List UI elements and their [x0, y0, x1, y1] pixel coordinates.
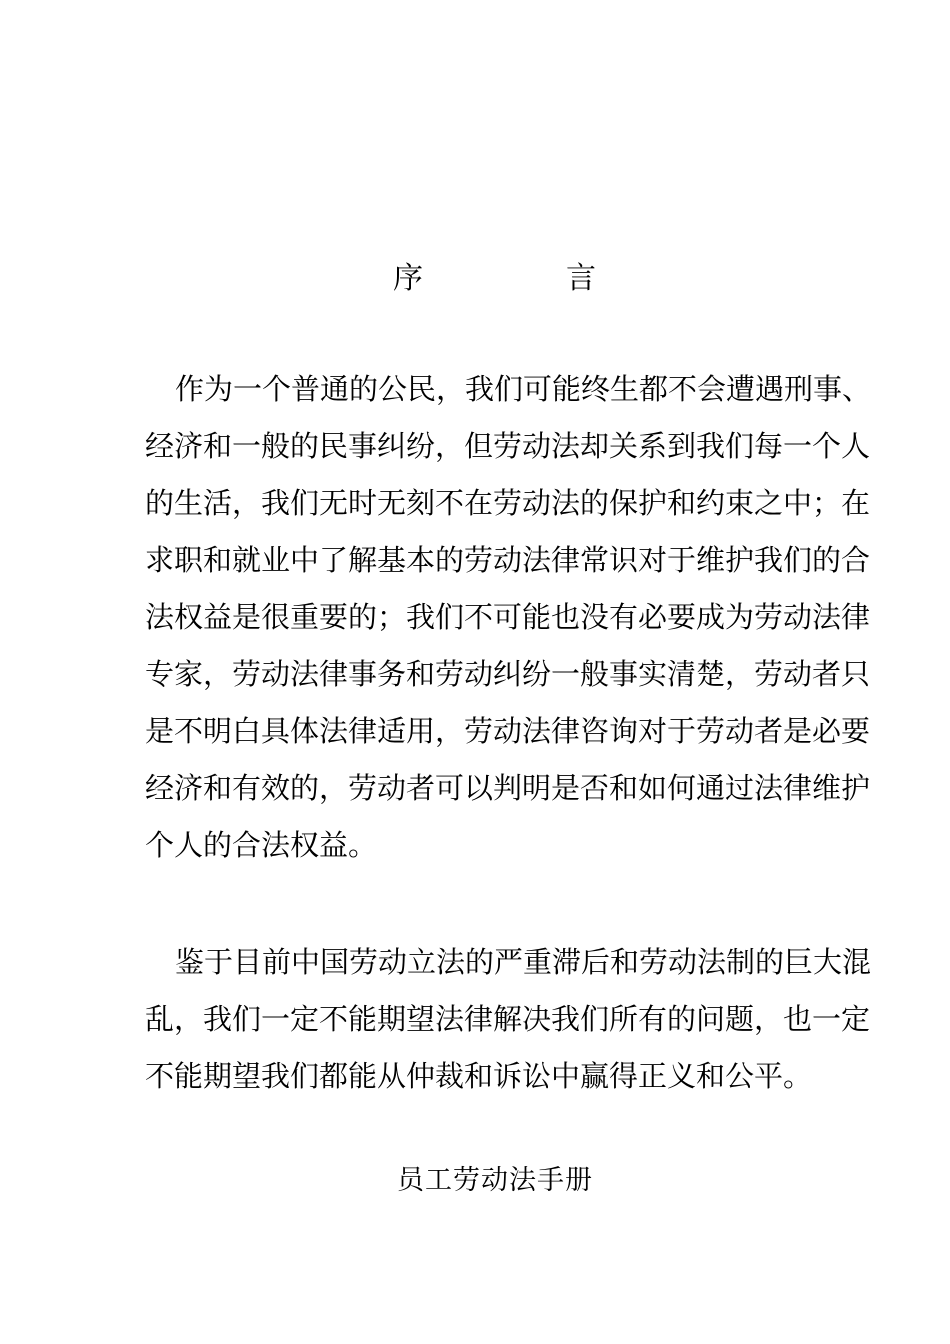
- paragraph-1: [145, 362, 872, 875]
- document-title: [145, 262, 845, 296]
- text-line: 作为一个普通的公民，我们可能终生都不会遭遇刑事、: [175, 374, 872, 406]
- text-line: 专家，劳动法律事务和劳动纠纷一般事实清楚，劳动者只: [145, 659, 871, 691]
- text-line: 不能期望我们都能从仲裁和诉讼中赢得正义和公平。: [145, 1061, 813, 1093]
- title-char-right: 言: [566, 262, 597, 295]
- text-line: 鉴于目前中国劳动立法的严重滞后和劳动法制的巨大混: [175, 947, 872, 979]
- text-line: 法权益是很重要的；我们不可能也没有必要成为劳动法律: [145, 602, 871, 634]
- document-footer-title: 员工劳动法手册: [397, 1165, 593, 1195]
- text-line: 经济和有效的，劳动者可以判明是否和如何通过法律维护: [145, 773, 871, 805]
- text-line: 经济和一般的民事纠纷，但劳动法却关系到我们每一个人: [145, 431, 871, 463]
- text-line: 个人的合法权益。: [145, 830, 378, 862]
- text-line: 的生活，我们无时无刻不在劳动法的保护和约束之中；在: [145, 488, 871, 520]
- text-line: 是不明白具体法律适用，劳动法律咨询对于劳动者是必要: [145, 716, 871, 748]
- text-line: 乱，我们一定不能期望法律解决我们所有的问题，也一定: [145, 1004, 871, 1036]
- paragraph-2: [145, 935, 872, 1106]
- text-line: 求职和就业中了解基本的劳动法律常识对于维护我们的合: [145, 545, 871, 577]
- title-char-left: 序: [393, 262, 424, 295]
